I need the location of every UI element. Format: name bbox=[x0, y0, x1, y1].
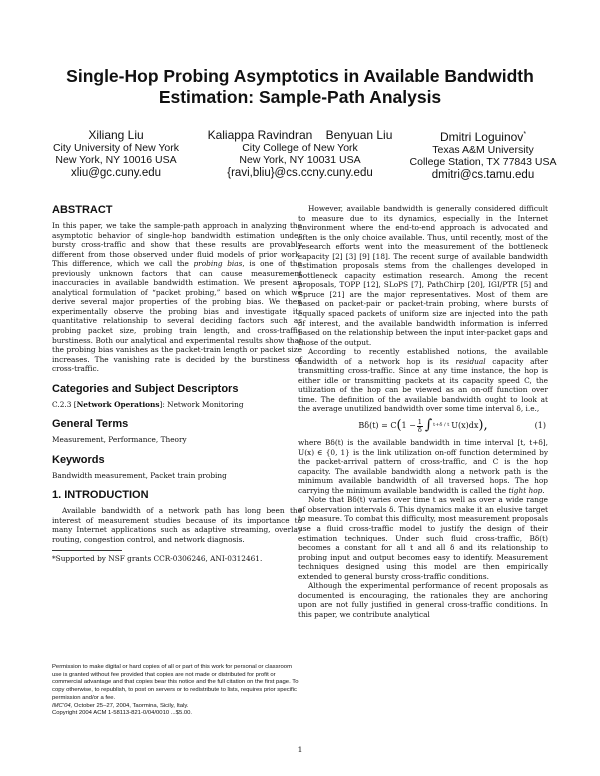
paragraph-term: residual bbox=[455, 356, 486, 366]
author-name-2: Benyuan Liu bbox=[325, 128, 393, 142]
paragraph bbox=[298, 347, 548, 414]
paragraph: Although the experimental performance of recent proposals as documented is encouraging, the rationales they are anchoring upon are not fully justified in general cross-traffic conditions. In this paper, we contribute analytical bbox=[298, 581, 548, 619]
paragraph bbox=[298, 438, 548, 495]
copyright-notice bbox=[52, 664, 302, 718]
author-block-1 bbox=[36, 128, 196, 180]
eq-one: 1 − bbox=[401, 421, 416, 431]
title-line-2: Estimation: Sample-Path Analysis bbox=[158, 87, 442, 107]
general-terms-text: Measurement, Performance, Theory bbox=[52, 435, 187, 445]
general-terms-heading: General Terms bbox=[52, 418, 129, 431]
keywords-heading: Keywords bbox=[52, 453, 105, 466]
introduction-text: Available bandwidth of a network path has long been the interest of measurement studies because of its importance to many Internet applications such as adaptive streaming, overlay routing, congestion control, and network diagnosis. bbox=[52, 506, 302, 545]
eq-fraction bbox=[417, 419, 423, 434]
author-block-2 bbox=[205, 128, 395, 180]
author-city: New York, NY 10031 USA bbox=[239, 154, 361, 166]
author-email: {ravi,bliu}@cs.ccny.cuny.edu bbox=[227, 167, 373, 179]
eq-lhs: Bδ(t) = C bbox=[358, 421, 397, 431]
author-affiliation: City College of New York bbox=[242, 142, 358, 154]
category-rest: ]: Network Monitoring bbox=[159, 399, 244, 409]
paper-title bbox=[40, 66, 560, 108]
title-line-1: Single-Hop Probing Asymptotics in Available Bandwidth bbox=[66, 66, 534, 86]
eq-integral: ∫ bbox=[424, 417, 433, 434]
conference-name: IMC’04, bbox=[52, 702, 73, 709]
paragraph-text: where Bδ(t) is the available bandwidth in time interval [t, t+δ], U(x) ∈ {0, 1} is the link utilization on-off function determined by the packet-arrival pattern of cross-traffic, and C is the hop capacity. The available bandwidth along a network path is the minimum available bandwidth of all traversed hops. The hop carrying the minimum available bandwidth is called the bbox=[298, 438, 548, 495]
paragraph-text: . bbox=[542, 485, 545, 495]
paragraph: Note that Bδ(t) varies over time t as well as over a wide range of observation intervals δ. This dynamics make it an elusive target to measure. To combat this difficulty, most measurement proposals use a fluid cross-traffic model to justify the design of their estimation techniques. Under such fluid cross-traffic, Bδ(t) becomes a constant for all t and all δ and its relationship to probing input and output becomes easy to identify. Measurement techniques designed using this model are then empirically extended to general bursty cross-traffic conditions. bbox=[298, 495, 548, 581]
paragraph-text: According to recently established notions, the available bandwidth of a network hop is its bbox=[298, 347, 548, 366]
paragraph-term: tight hop bbox=[508, 485, 543, 495]
paragraph: However, available bandwidth is generally considered difficult to measure due to its dynamics, especially in the Internet environment where the end-to-end approach is advocated and often is the only choice available. Thus, until recently, most of the research efforts went into the measurement of the bottleneck capacity [2] [3] [9] [18]. The recent surge of available bandwidth estimation proposals stems from the challenges developed in bottleneck capacity estimation research. Among the recent proposals, TOPP [12], SLoPS [7], PathChirp [20], IGI/PTR [5] and Spruce [21] are the major representatives. Most of them are based on packet-pair or packet-train probing, where bursts of equally spaced packets of uniform size are injected into the path of interest, and the available bandwidth information is inferred based on the relationship between the input inter-packet gaps and those of the output. bbox=[298, 204, 548, 347]
equation-number: (1) bbox=[534, 421, 546, 431]
abstract-text bbox=[52, 221, 302, 374]
footnote-mark: * bbox=[523, 131, 527, 138]
author-city: College Station, TX 77843 USA bbox=[409, 156, 557, 168]
author-email: xliu@gc.cuny.edu bbox=[70, 167, 162, 179]
keywords-text: Bandwidth measurement, Packet train probing bbox=[52, 470, 227, 480]
paragraph-text: capacity after transmitting cross-traffic. Since at any time instance, the hop is either idle or transmitting packets at its capacity speed C, the utilization of the hop can be viewed as an on-off function over time. The definition of the available bandwidth ought to look at the average unutilized bandwidth over some time interval δ, i.e., bbox=[298, 356, 548, 414]
eq-body: U(x)dx bbox=[451, 421, 479, 431]
eq-paren-right: ), bbox=[478, 418, 488, 434]
permission-text: Permission to make digital or hard copies of all or part of this work for personal or classroom use is granted without fee provided that copies are not made or distributed for profit or commercial advantage and that copies bear this notice and the full citation on the first page. To copy otherwise, to republish, to post on servers or to redistribute to lists, requires prior specific permission and/or a fee. bbox=[52, 664, 299, 701]
categories-heading: Categories and Subject Descriptors bbox=[52, 382, 239, 395]
author-names bbox=[396, 128, 570, 144]
left-column bbox=[52, 204, 302, 563]
author-city: New York, NY 10016 USA bbox=[55, 154, 177, 166]
author-name: Xiliang Liu bbox=[88, 128, 144, 142]
right-column bbox=[298, 204, 548, 619]
footnote: *Supported by NSF grants CCR-0306246, ANI-0312461. bbox=[52, 553, 263, 563]
author-block-3 bbox=[396, 128, 570, 182]
page-number: 1 bbox=[297, 745, 303, 754]
abstract-term: probing bias bbox=[193, 259, 243, 269]
eq-numerator: 1 bbox=[417, 417, 422, 426]
category-bold: Network Operations bbox=[76, 399, 160, 409]
introduction-heading: 1. INTRODUCTION bbox=[52, 489, 149, 502]
author-affiliation: Texas A&M University bbox=[432, 144, 534, 156]
author-names bbox=[205, 128, 395, 142]
eq-paren-left: ( bbox=[396, 418, 402, 434]
conference-line bbox=[52, 703, 302, 711]
equation-1 bbox=[298, 414, 548, 438]
abstract-text-2: , is one of the previously unknown factors that can cause measurement inaccuracies in available bandwidth estimation. We present an analytical formulation of “packet probing,” based on which we derive several major properties of the probing bias. We then experimentally observe the probing bias and investigate its quantitative relationship to several deciding factors such as probing packet size, probing train length, and cross-traffic burstiness. Both our analytical and experimental results show that the probing bias vanishes as the packet-train length or packet size increases. The vanishing rate is decided by the burstiness of cross-traffic. bbox=[52, 259, 302, 374]
abstract-heading: ABSTRACT bbox=[52, 204, 113, 216]
footnote-rule bbox=[52, 550, 122, 551]
author-affiliation: City University of New York bbox=[52, 142, 180, 154]
conference-details: October 25–27, 2004, Taormina, Sicily, Italy. bbox=[72, 702, 189, 709]
copyright-line: Copyright 2004 ACM 1-58113-821-0/04/0010 ...$5.00. bbox=[52, 710, 193, 717]
eq-denominator: δ bbox=[417, 425, 422, 434]
author-name: Kaliappa Ravindran bbox=[207, 128, 313, 142]
author-email: dmitri@cs.tamu.edu bbox=[431, 169, 535, 181]
abstract-text-1: In this paper, we take the sample-path approach in analyzing the asymptotic behavior of single-hop bandwidth estimation under bursty cross-traffic and show that these results are provably different from those observed under fluid models of prior work. This difference, which we call the bbox=[52, 221, 302, 269]
categories-text bbox=[52, 400, 302, 410]
eq-limits: t+δ / t bbox=[433, 422, 450, 429]
author-name: Dmitri Loguinov bbox=[439, 130, 524, 144]
category-code: C.2.3 [ bbox=[52, 399, 77, 409]
